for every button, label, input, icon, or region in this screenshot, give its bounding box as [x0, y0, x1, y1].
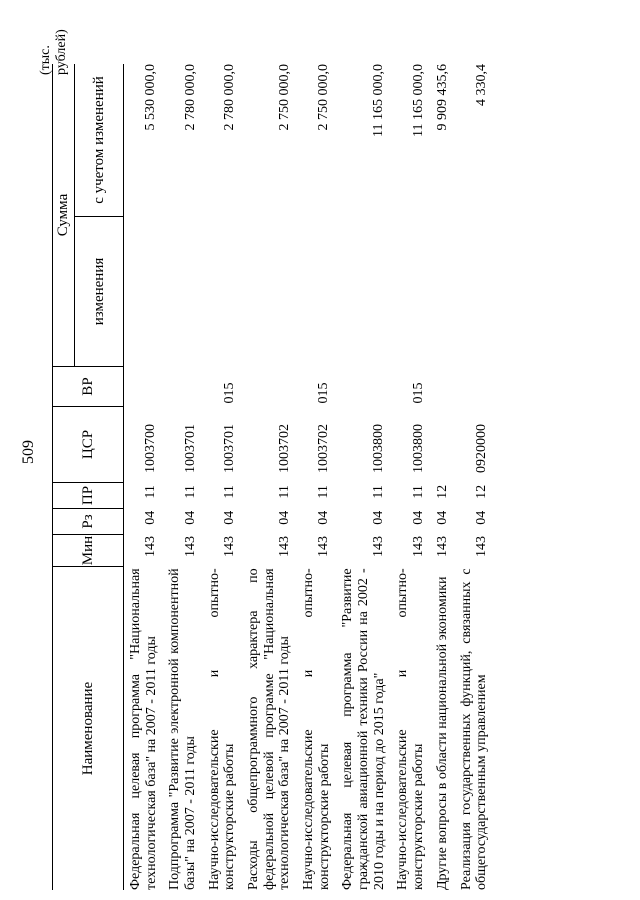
row-name: Научно-исследовательские и опытно-конструкторские работы [206, 568, 238, 890]
table-row [455, 64, 494, 890]
table-row [391, 64, 430, 890]
row-rz: 04 [371, 510, 387, 525]
row-min: 143 [434, 536, 450, 557]
row-min: 143 [371, 536, 387, 557]
table-row [431, 64, 455, 890]
row-pr: 11 [277, 485, 293, 499]
table-row [124, 64, 163, 890]
table-row [242, 64, 297, 890]
row-name: Подпрограмма "Развитие электронной компонентной базы" на 2007 - 2011 годы [167, 568, 199, 890]
row-pr: 12 [474, 484, 490, 499]
table-body [124, 64, 494, 890]
row-pr: 11 [143, 485, 159, 499]
row-total: 2 780 000,0 [182, 64, 198, 131]
table-row [336, 64, 391, 890]
header-changes: изменения [75, 216, 123, 366]
row-csr: 1003700 [143, 423, 159, 473]
units-note: (тыс. рублей) [38, 29, 69, 75]
row-total: 11 165 000,0 [410, 64, 426, 137]
row-rz: 04 [143, 510, 159, 525]
header-csr: ЦСР [53, 406, 123, 482]
row-pr: 11 [182, 485, 198, 499]
table-header [53, 64, 124, 890]
row-pr: 11 [222, 485, 238, 499]
row-csr: 1003701 [182, 423, 198, 473]
row-vr: 015 [410, 382, 426, 404]
header-min: Мин [53, 534, 123, 566]
header-sum-group [53, 64, 123, 366]
row-pr: 11 [316, 485, 332, 499]
row-min: 143 [316, 536, 332, 557]
row-csr: 1003702 [277, 423, 293, 473]
row-rz: 04 [316, 510, 332, 525]
row-total: 9 909 435,6 [434, 64, 450, 131]
row-vr: 015 [222, 382, 238, 404]
row-total: 2 750 000,0 [316, 64, 332, 131]
row-total: 4 330,4 [474, 64, 490, 106]
row-csr: 1003701 [222, 423, 238, 473]
row-min: 143 [474, 536, 490, 557]
row-name: Научно-исследовательские и опытно-конструкторские работы [301, 568, 332, 890]
row-total: 5 530 000,0 [143, 64, 159, 131]
row-name: Федеральная целевая программа "Национальная технологическая база" на 2007 - 2011 годы [128, 568, 159, 890]
table-row [297, 64, 336, 890]
page-number: 509 [20, 440, 37, 464]
header-name: Наименование [53, 566, 123, 890]
row-csr: 1003702 [316, 423, 332, 473]
row-pr: 12 [434, 484, 450, 499]
table-row [203, 64, 242, 890]
row-rz: 04 [434, 510, 450, 525]
row-pr: 11 [410, 485, 426, 499]
row-total: 2 780 000,0 [222, 64, 238, 131]
row-rz: 04 [182, 510, 198, 525]
row-rz: 04 [474, 510, 490, 525]
row-min: 143 [143, 536, 159, 557]
row-min: 143 [410, 536, 426, 557]
row-name: Другие вопросы в области национальной экономики [435, 576, 451, 890]
row-name: Реализация государственных функций, связанных с общегосударственным управлением [458, 568, 490, 890]
row-name: Федеральная целевая программа "Развитие гражданской авиационной техники России на 2002 - 2010 годы и на период до 2015 года" [340, 568, 387, 890]
header-rz: Рз [53, 508, 123, 534]
budget-table [52, 64, 494, 890]
row-csr: 1003800 [410, 423, 426, 473]
header-vr: ВР [53, 366, 123, 406]
row-rz: 04 [410, 510, 426, 525]
row-pr: 11 [371, 485, 387, 499]
row-total: 11 165 000,0 [371, 64, 387, 137]
row-rz: 04 [277, 510, 293, 525]
row-min: 143 [277, 536, 293, 557]
row-name: Научно-исследовательские и опытно-конструкторские работы [395, 568, 427, 890]
header-pr: ПР [53, 482, 123, 508]
row-min: 143 [222, 536, 238, 557]
header-with-changes: с учетом изменений [90, 76, 107, 204]
row-csr: 0920000 [474, 423, 490, 473]
row-name: Расходы общепрограммного характера по федеральной целевой программе "Национальная технологическая база" на 2007 - 2011 годы [246, 568, 293, 890]
row-rz: 04 [222, 510, 238, 525]
table-row [163, 64, 202, 890]
row-vr: 015 [316, 382, 332, 404]
row-total: 2 750 000,0 [277, 64, 293, 131]
header-sum: Сумма [53, 64, 75, 366]
row-csr: 1003800 [371, 423, 387, 473]
row-min: 143 [182, 536, 198, 557]
